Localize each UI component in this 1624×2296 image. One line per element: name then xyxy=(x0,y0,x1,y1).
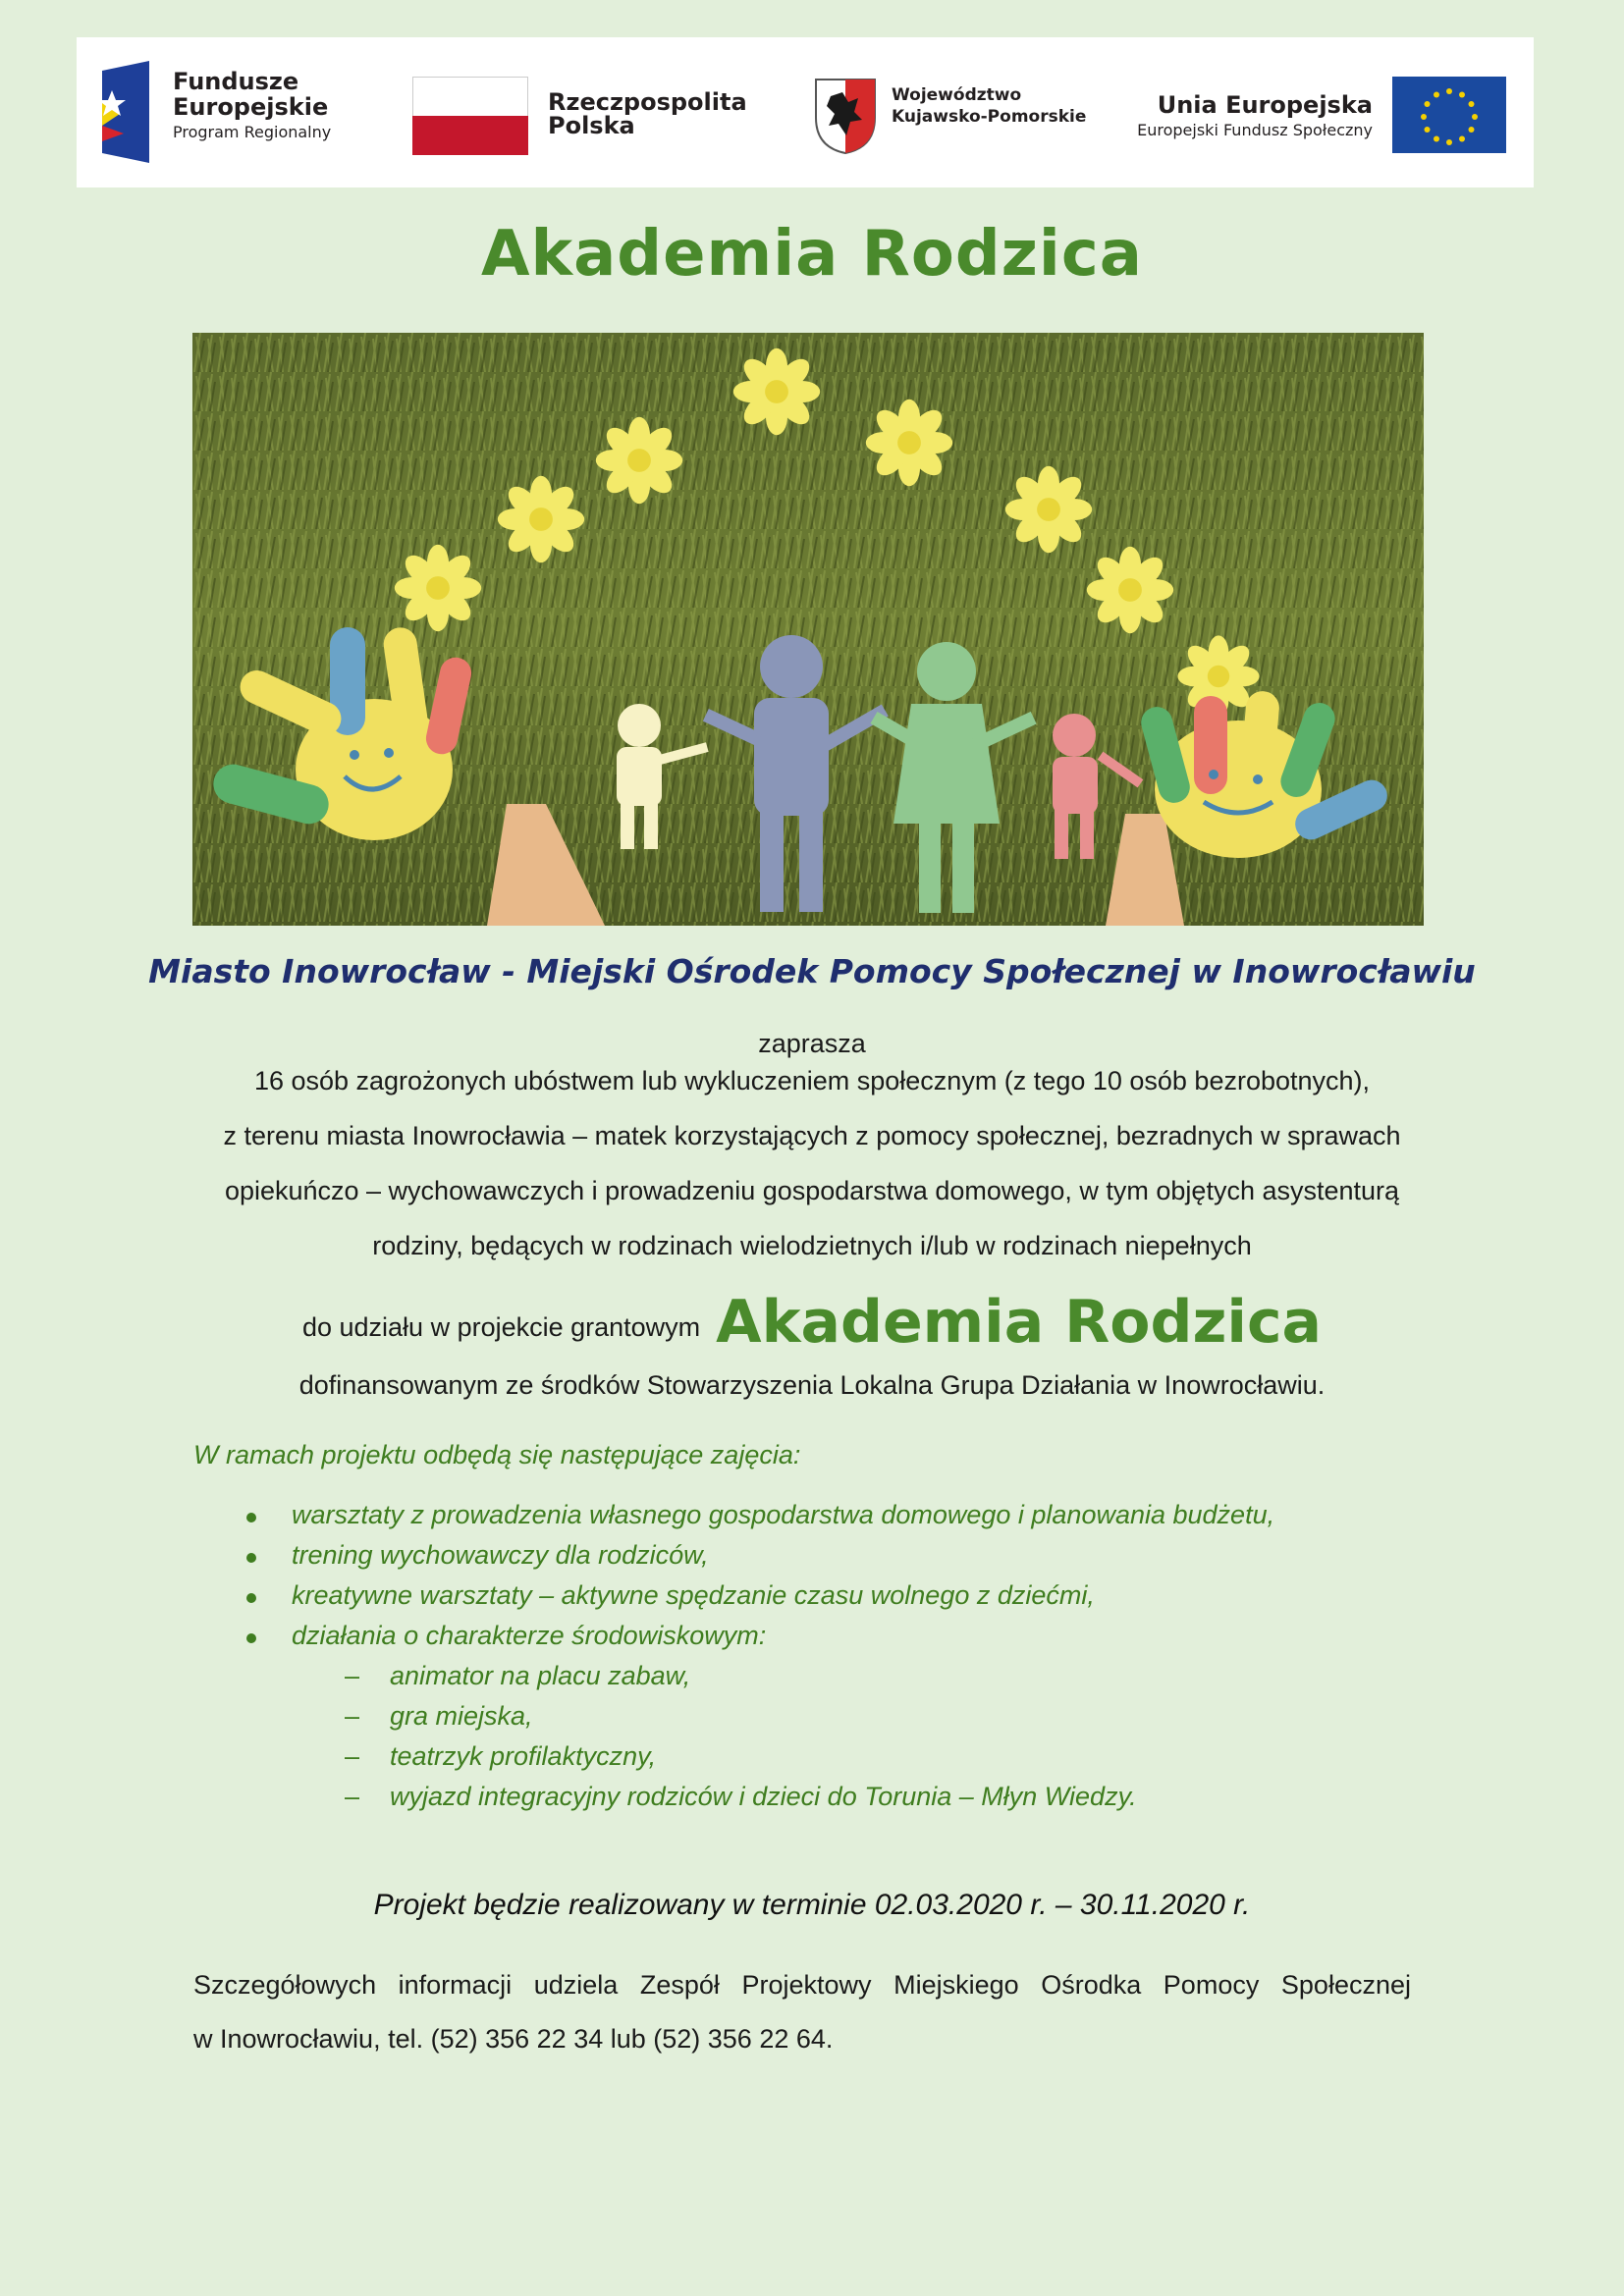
poland-line1: Rzeczpospolita xyxy=(548,88,747,116)
eu-logo xyxy=(1127,59,1520,167)
polish-flag-icon xyxy=(412,77,528,155)
region-line1: Województwo xyxy=(892,85,1022,105)
page-title: Akademia Rodzica xyxy=(481,218,1143,291)
participation-text: do udziału w projekcie grantowym xyxy=(301,1312,701,1342)
invite-verb: zaprasza xyxy=(758,1029,866,1058)
region-logo xyxy=(813,59,1088,167)
eu-line1: Unia Europejska xyxy=(1157,91,1373,119)
funds-line1: Fundusze xyxy=(173,68,299,95)
organizer-heading: Miasto Inowrocław - Miejski Ośrodek Pomocy Społecznej w Inowrocławiu xyxy=(148,952,1476,990)
dash-icon: – xyxy=(345,1782,360,1811)
list-item xyxy=(345,1741,657,1772)
funds-line3: Program Regionalny xyxy=(173,123,332,141)
invite-line-3: opiekuńczo – wychowawczych i prowadzeniu gospodarstwa domowego, w tym objętych asystenturą xyxy=(224,1176,1400,1205)
dash-icon: – xyxy=(345,1741,360,1771)
contact-line-2: w Inowrocławiu, tel. (52) 356 22 34 lub (52) 356 22 64. xyxy=(193,2024,834,2054)
eu-line2: Europejski Fundusz Społeczny xyxy=(1137,121,1373,139)
funds-logo xyxy=(98,59,353,167)
invite-line-4: rodziny, będących w rodzinach wielodzietnych i/lub w rodzinach niepełnych xyxy=(372,1231,1252,1260)
bullet-icon xyxy=(246,1513,256,1522)
funds-emblem-icon xyxy=(98,61,153,163)
list-item xyxy=(345,1661,691,1691)
funding-line: dofinansowanym ze środków Stowarzyszenia Lokalna Grupa Działania w Inowrocławiu. xyxy=(298,1370,1326,1400)
eu-flag-icon xyxy=(1392,77,1506,153)
list-item xyxy=(292,1540,709,1571)
region-line2: Kujawsko-Pomorskie xyxy=(892,107,1087,127)
list-item xyxy=(345,1782,1137,1812)
activity-text: kreatywne warsztaty – aktywne spędzanie czasu wolnego z dziećmi, xyxy=(292,1580,1095,1610)
activity-text: działania o charakterze środowiskowym: xyxy=(292,1621,767,1650)
subactivity-text: teatrzyk profilaktyczny, xyxy=(390,1741,657,1771)
project-name: Akademia Rodzica xyxy=(716,1288,1323,1357)
list-item xyxy=(345,1701,533,1732)
logo-bar xyxy=(77,37,1534,187)
bullet-icon xyxy=(246,1553,256,1563)
contact-line-1: Szczegółowych informacji udziela Zespół Projektowy Miejskiego Ośrodka Pomocy Społecznej xyxy=(193,1970,1411,2000)
dash-icon: – xyxy=(345,1701,360,1731)
bullet-icon xyxy=(246,1633,256,1643)
activity-text: trening wychowawczy dla rodziców, xyxy=(292,1540,709,1570)
subactivity-text: animator na placu zabaw, xyxy=(390,1661,691,1690)
invite-line-2: z terenu miasta Inowrocławia – matek korzystających z pomocy społecznej, bezradnych w sprawach xyxy=(223,1121,1401,1150)
list-item xyxy=(292,1621,766,1651)
list-item xyxy=(292,1580,1095,1611)
poland-logo xyxy=(412,59,746,167)
activity-text: warsztaty z prowadzenia własnego gospodarstwa domowego i planowania budżetu, xyxy=(292,1500,1275,1529)
dash-icon: – xyxy=(345,1661,360,1690)
family-hands-photo xyxy=(192,333,1424,926)
project-term: Projekt będzie realizowany w terminie 02.03.2020 r. – 30.11.2020 r. xyxy=(373,1889,1251,1921)
poland-line2: Polska xyxy=(548,112,635,139)
invite-line-1: 16 osób zagrożonych ubóstwem lub wykluczeniem społecznym (z tego 10 osób bezrobotnych), xyxy=(253,1066,1371,1095)
participation-line xyxy=(0,1288,1624,1357)
activities-intro: W ramach projektu odbędą się następujące zajęcia: xyxy=(193,1440,801,1469)
funds-line2: Europejskie xyxy=(173,93,329,121)
subactivity-text: gra miejska, xyxy=(390,1701,533,1731)
subactivity-text: wyjazd integracyjny rodziców i dzieci do Torunia – Młyn Wiedzy. xyxy=(390,1782,1137,1811)
region-coat-of-arms-icon xyxy=(813,77,878,155)
bullet-icon xyxy=(246,1593,256,1603)
list-item xyxy=(292,1500,1274,1530)
